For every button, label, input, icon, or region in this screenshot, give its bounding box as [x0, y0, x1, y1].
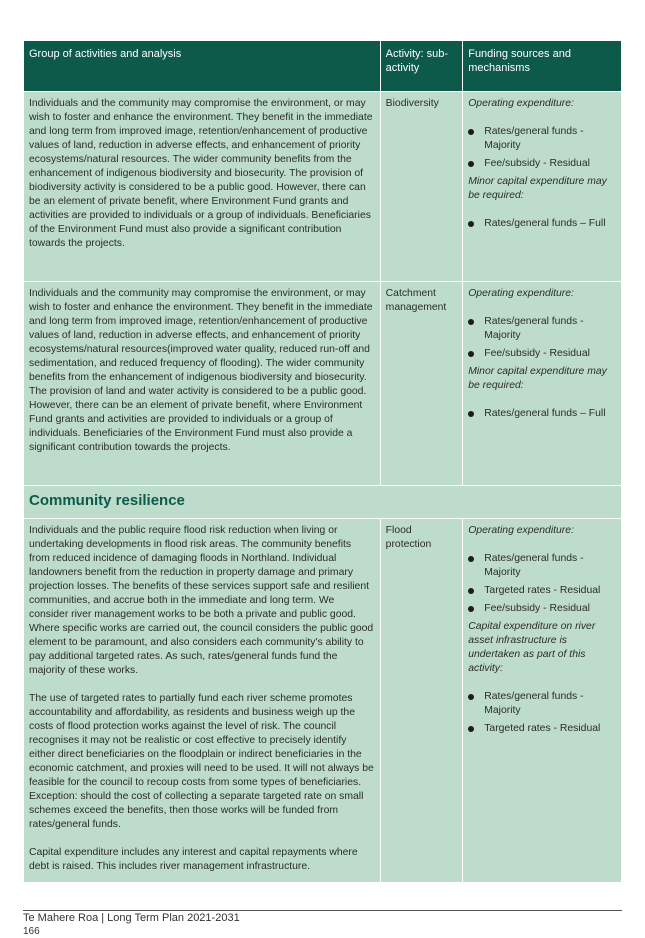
activity-cell: Catchment management — [380, 282, 463, 486]
funding-cell — [463, 92, 622, 282]
list-item: Fee/subsidy - Residual — [468, 347, 616, 361]
list-item: Rates/general funds - Majority — [468, 315, 616, 343]
page-number: 166 — [23, 926, 40, 937]
operating-label: Operating expenditure: — [468, 288, 574, 299]
list-item: Rates/general funds – Full — [468, 217, 616, 231]
list-item: Rates/general funds - Majority — [468, 690, 616, 718]
table-row — [24, 92, 622, 282]
capital-label: Minor capital expenditure may be required: — [468, 176, 607, 201]
capital-list — [468, 217, 616, 231]
table-row — [24, 519, 622, 883]
list-item: Rates/general funds - Majority — [468, 125, 616, 153]
list-item: Fee/subsidy - Residual — [468, 157, 616, 171]
funding-cell — [463, 519, 622, 883]
list-item: Targeted rates - Residual — [468, 722, 616, 736]
list-item: Targeted rates - Residual — [468, 584, 616, 598]
section-title: Community resilience — [29, 492, 185, 509]
analysis-text: Individuals and the community may compromise the environment, or may wish to foster and enhance the environment. They benefit in the immediate and long term from improved image, retention/enhancement of productive values of land, reduction in adverse effects, and enhancement of priority ecosystems/natural resources. The wider community benefits from the enhancement of indigenous biodiversity and biosecurity. The provision of biodiversity activity is considered to be a public good. However, there can be an element of private benefit, where Environment Fund grants and activities are provided to individuals or a group of individuals. Beneficiaries of the Environment Fund must also provide a significant contribution towards the projects. — [29, 98, 373, 249]
operating-label: Operating expenditure: — [468, 525, 574, 536]
section-cell — [24, 486, 622, 519]
footer-divider — [23, 910, 622, 911]
capital-list — [468, 690, 616, 736]
header-analysis: Group of activities and analysis — [24, 41, 381, 92]
analysis-text: The use of targeted rates to partially fund each river scheme promotes accountability and affordability, as residents and business weigh up the costs of flood protection works against the level of risk. The council recognises it may not be realistic or cost effective to precisely identify either direct beneficiaries on the floodplain or indirect beneficiaries in the economic catchment, and proxies will need to be used. It will not always be feasible for the council to recoup costs from some types of beneficiaries. Exception: should the cost of collecting a separate targeted rate on small schemes exceed the benefits, then those works will be funded from rates/general funds. — [29, 693, 374, 830]
analysis-text: Capital expenditure includes any interest and capital repayments where debt is raised. This includes river management infrastructure. — [29, 847, 358, 872]
header-activity: Activity: sub-activity — [380, 41, 463, 92]
activity-cell: Biodiversity — [380, 92, 463, 282]
operating-list — [468, 315, 616, 361]
capital-list — [468, 407, 616, 421]
analysis-cell — [24, 519, 381, 883]
capital-label: Capital expenditure on river asset infrastructure is undertaken as part of this activity: — [468, 621, 596, 674]
table-row — [24, 282, 622, 486]
analysis-cell — [24, 92, 381, 282]
operating-list — [468, 125, 616, 171]
list-item: Fee/subsidy - Residual — [468, 602, 616, 616]
list-item: Rates/general funds – Full — [468, 407, 616, 421]
table-header-row — [24, 41, 622, 92]
analysis-cell — [24, 282, 381, 486]
analysis-text: Individuals and the public require flood risk reduction when living or undertaking developments in flood risk areas. The community benefits from reduced incidence of damaging floods in Northland. Individual landowners benefit from the reduction in property damage and primary projection losses. The benefits of these services support safe and resilient communities, and accrue both in the immediate and long term. We consider river management works to be both a private and public good. Where specific works are carried out, the council considers the public good element to be paramount, and also considers each community's ability to pay additional targeted rates. As such, rates/general funds fund the majority of these works. — [29, 525, 374, 676]
funding-cell — [463, 282, 622, 486]
footer-title: Te Mahere Roa | Long Term Plan 2021-2031 — [23, 912, 240, 924]
analysis-text: Individuals and the community may compromise the environment, or may wish to foster and enhance the environment. They benefit in the immediate and long term from improved image, retention/enhancement of productive values of land, reduction in adverse effects, and enhancement of priority ecosystems/natural resources(improved water quality, reduced run-off and sedimentation, and reduced frequency of flooding). The wider community benefits from the enhancement of indigenous biodiversity and biosecurity. The provision of land and water activity is considered to be a public good. However, there can be an element of private benefit, where Environment Fund grants and activities are provided to individuals or a group of individuals. Beneficiaries of the Environment Fund must also provide a significant contribution towards the projects. — [29, 288, 373, 453]
capital-label: Minor capital expenditure may be required: — [468, 366, 607, 391]
list-item: Rates/general funds - Majority — [468, 552, 616, 580]
section-row — [24, 486, 622, 519]
funding-table — [23, 40, 622, 883]
operating-label: Operating expenditure: — [468, 98, 574, 109]
operating-list — [468, 552, 616, 616]
header-funding: Funding sources and mechanisms — [463, 41, 622, 92]
activity-cell: Flood protection — [380, 519, 463, 883]
